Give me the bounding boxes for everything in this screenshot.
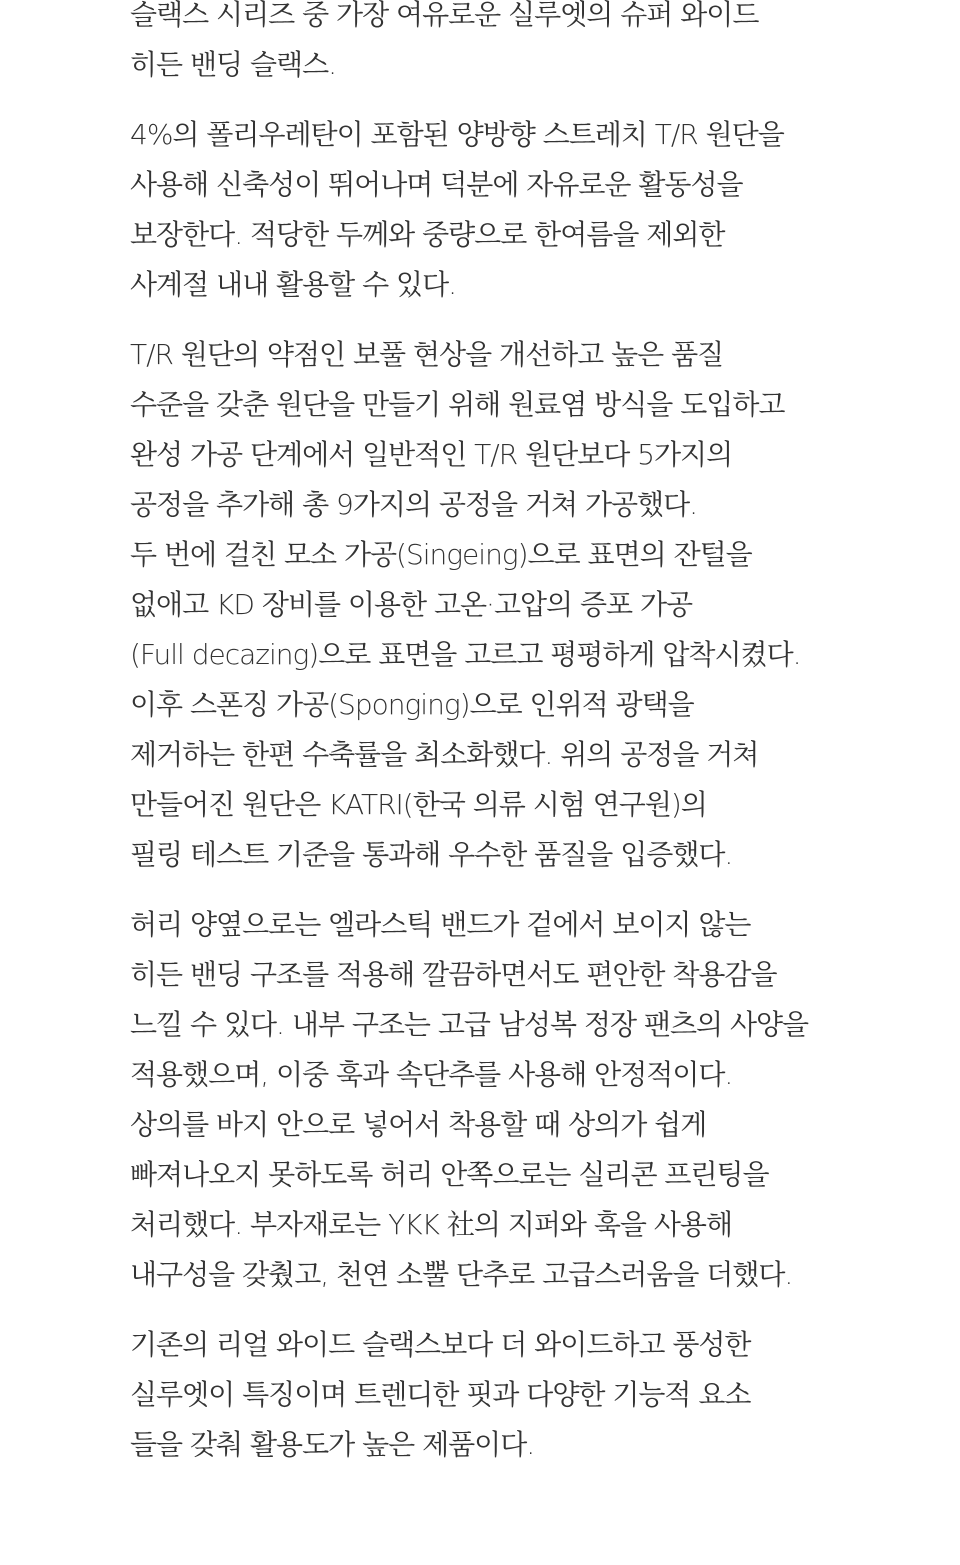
description-paragraph-waist (130, 900, 930, 1300)
text-line: 실루엣이 특징이며 트렌디한 핏과 다양한 기능적 요소 (130, 1378, 751, 1411)
text-line: 기존의 리얼 와이드 슬랙스보다 더 와이드하고 풍성한 (130, 1328, 751, 1361)
text-line: 처리했다. 부자재로는 YKK 社의 지퍼와 훅을 사용해 (130, 1208, 732, 1241)
text-line: 공정을 추가해 총 9가지의 공정을 거쳐 가공했다. (130, 488, 698, 521)
text-line: 수준을 갖춘 원단을 만들기 위해 원료염 방식을 도입하고 (130, 388, 785, 421)
text-line: 히든 밴딩 구조를 적용해 깔끔하면서도 편안한 착용감을 (130, 958, 777, 991)
text-line: 두 번에 걸친 모소 가공(Singeing)으로 표면의 잔털을 (130, 538, 752, 571)
description-paragraph-fabric (130, 110, 930, 310)
text-line: (Full decazing)으로 표면을 고르고 평평하게 압착시켰다. (130, 638, 801, 671)
text-line: 완성 가공 단계에서 일반적인 T/R 원단보다 5가지의 (130, 438, 733, 471)
text-line: 보장한다. 적당한 두께와 중량으로 한여름을 제외한 (130, 218, 725, 251)
text-line: 슬랙스 시리즈 중 가장 여유로운 실루엣의 슈퍼 와이드 (130, 0, 759, 31)
description-paragraph-intro (130, 0, 930, 90)
text-line: 들을 갖춰 활용도가 높은 제품이다. (130, 1428, 535, 1461)
text-line: 허리 양옆으로는 엘라스틱 밴드가 겉에서 보이지 않는 (130, 908, 751, 941)
text-line: 적용했으며, 이중 훅과 속단추를 사용해 안정적이다. (130, 1058, 733, 1091)
text-line: 없애고 KD 장비를 이용한 고온·고압의 증포 가공 (130, 588, 693, 621)
text-line: 빠져나오지 못하도록 허리 안쪽으로는 실리콘 프린팅을 (130, 1158, 769, 1191)
text-line: 만들어진 원단은 KATRI(한국 의류 시험 연구원)의 (130, 788, 707, 821)
text-line: 필링 테스트 기준을 통과해 우수한 품질을 입증했다. (130, 838, 733, 871)
description-paragraph-process (130, 330, 930, 880)
text-line: 사용해 신축성이 뛰어나며 덕분에 자유로운 활동성을 (130, 168, 743, 201)
text-line: 상의를 바지 안으로 넣어서 착용할 때 상의가 쉽게 (130, 1108, 707, 1141)
text-line: T/R 원단의 약점인 보풀 현상을 개선하고 높은 품질 (130, 338, 724, 371)
description-paragraph-summary (130, 1320, 930, 1470)
text-line: 4%의 폴리우레탄이 포함된 양방향 스트레치 T/R 원단을 (130, 118, 784, 151)
text-line: 사계절 내내 활용할 수 있다. (130, 268, 457, 301)
text-line: 내구성을 갖췄고, 천연 소뿔 단추로 고급스러움을 더했다. (130, 1258, 793, 1291)
product-description (130, 0, 930, 1490)
text-line: 느낄 수 있다. 내부 구조는 고급 남성복 정장 팬츠의 사양을 (130, 1008, 809, 1041)
text-line: 히든 밴딩 슬랙스. (130, 48, 337, 81)
text-line: 이후 스폰징 가공(Sponging)으로 인위적 광택을 (130, 688, 694, 721)
text-line: 제거하는 한편 수축률을 최소화했다. 위의 공정을 거쳐 (130, 738, 759, 771)
